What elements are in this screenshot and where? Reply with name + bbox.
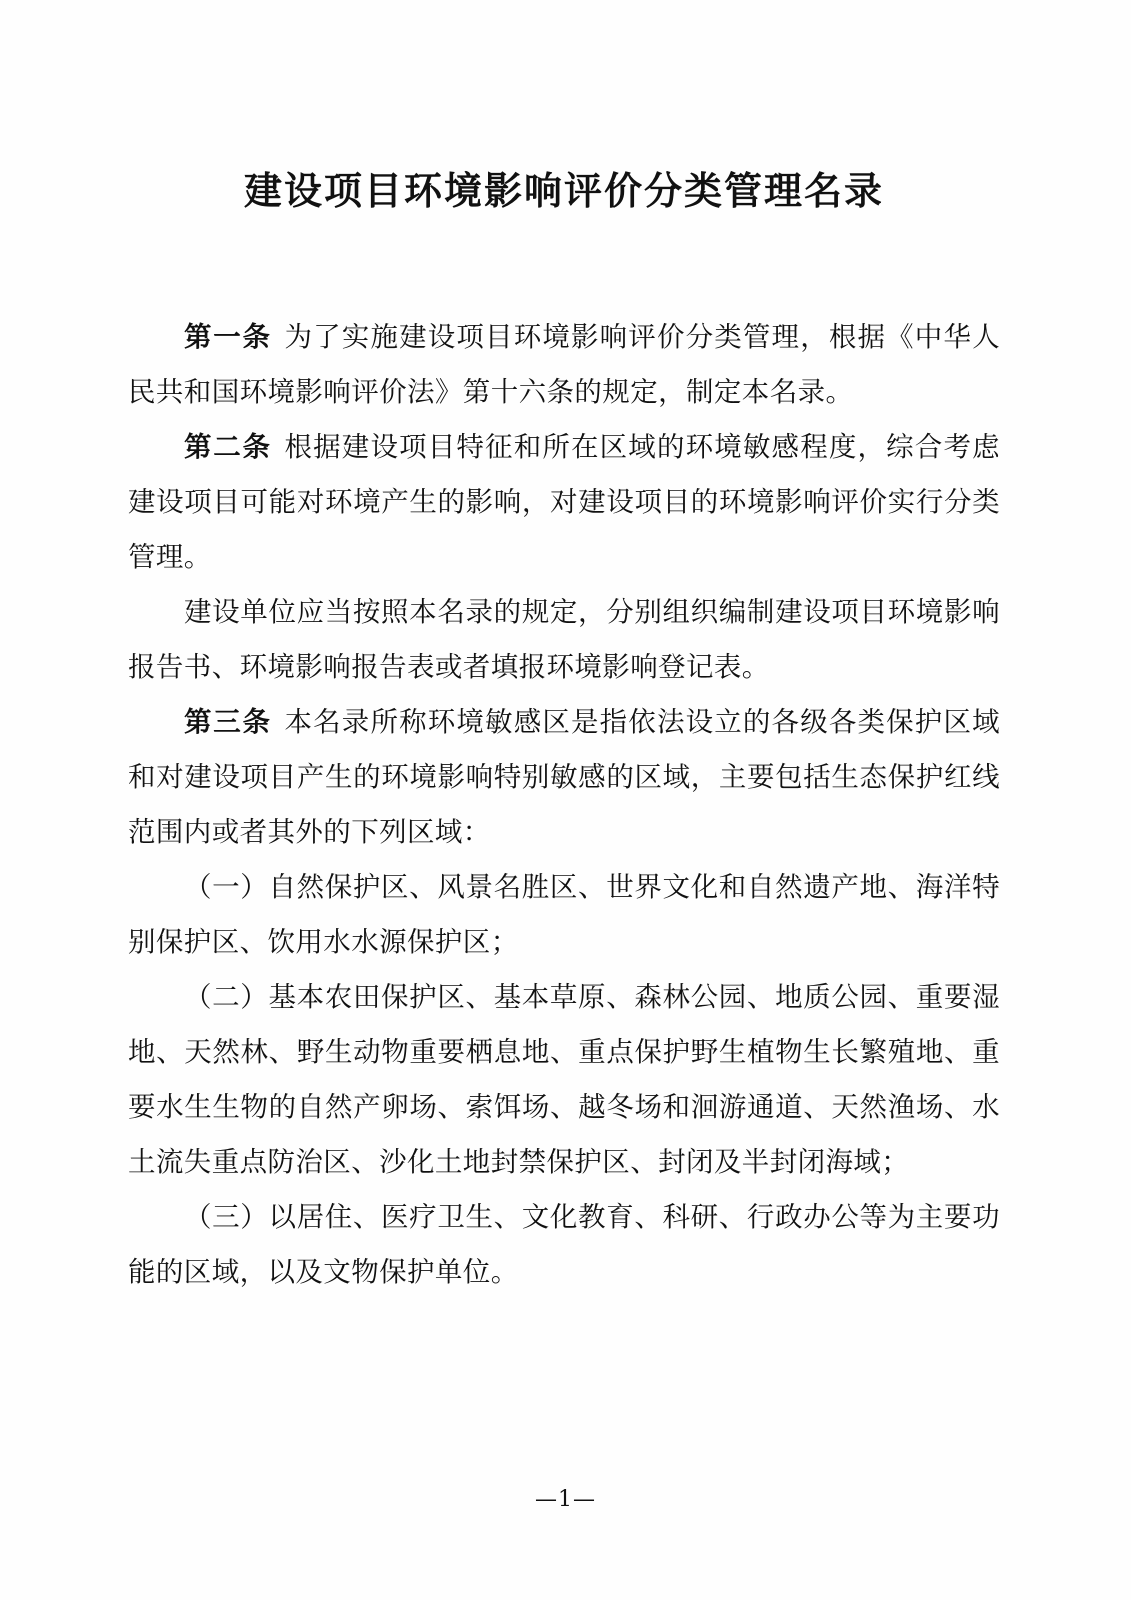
- article-lead-3: 第三条: [184, 705, 272, 738]
- paragraph-item-3: [128, 1190, 1000, 1300]
- article-text-1: 为了实施建设项目环境影响评价分类管理，根据《中华人民共和国环境影响评价法》第十六条的规定，制定本名录。: [128, 320, 1000, 408]
- document-content: [128, 0, 1000, 1300]
- page-number: —1—: [535, 1487, 596, 1512]
- article-lead-2: 第二条: [184, 430, 272, 463]
- paragraph-item-2: [128, 970, 1000, 1190]
- article-text-2: 根据建设项目特征和所在区域的环境敏感程度，综合考虑建设项目可能对环境产生的影响，对建设项目的环境影响评价实行分类管理。: [128, 430, 1000, 573]
- article-text-5: （一）自然保护区、风景名胜区、世界文化和自然遗产地、海洋特别保护区、饮用水水源保护区；: [128, 870, 1000, 958]
- article-text-3: 建设单位应当按照本名录的规定，分别组织编制建设项目环境影响报告书、环境影响报告表或者填报环境影响登记表。: [128, 595, 1000, 683]
- article-lead-1: 第一条: [184, 320, 272, 353]
- paragraph-article-1: [128, 310, 1000, 420]
- paragraph-article-3: [128, 695, 1000, 860]
- paragraph-article-2-continued: [128, 585, 1000, 695]
- paragraph-article-2: [128, 420, 1000, 585]
- page-title: 建设项目环境影响评价分类管理名录: [243, 168, 884, 213]
- article-text-6: （二）基本农田保护区、基本草原、森林公园、地质公园、重要湿地、天然林、野生动物重要栖息地、重点保护野生植物生长繁殖地、重要水生生物的自然产卵场、索饵场、越冬场和洄游通道、天然渔场、水土流失重点防治区、沙化土地封禁保护区、封闭及半封闭海域；: [128, 980, 1000, 1178]
- paragraph-item-1: [128, 860, 1000, 970]
- article-text-4: 本名录所称环境敏感区是指依法设立的各级各类保护区域和对建设项目产生的环境影响特别敏感的区域，主要包括生态保护红线范围内或者其外的下列区域：: [128, 705, 1000, 848]
- article-text-7: （三）以居住、医疗卫生、文化教育、科研、行政办公等为主要功能的区域，以及文物保护单位。: [128, 1200, 1000, 1288]
